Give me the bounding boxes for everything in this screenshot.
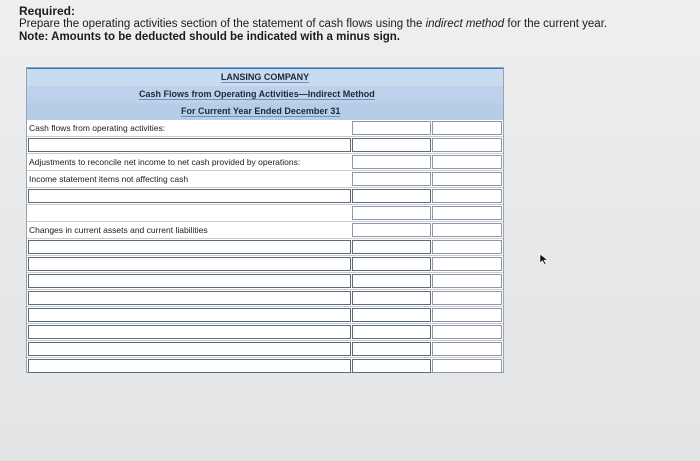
total-cell[interactable]: [432, 121, 502, 135]
changes-label: Changes in current assets and current liabilities: [29, 225, 208, 235]
total-input[interactable]: [432, 274, 502, 288]
row-noncash-label: [27, 171, 503, 188]
description-input[interactable]: [28, 274, 351, 288]
total-input[interactable]: [432, 325, 502, 339]
amount-input[interactable]: [352, 240, 431, 254]
row-operating-label: [27, 120, 503, 137]
row-change-input: [27, 290, 503, 307]
company-name-text: LANSING COMPANY: [220, 72, 310, 82]
amount-cell[interactable]: [352, 172, 431, 186]
amount-cell[interactable]: [352, 223, 431, 237]
description-input[interactable]: [28, 138, 351, 152]
row-change-input: [27, 341, 503, 358]
amount-input[interactable]: [352, 274, 431, 288]
description-input[interactable]: [28, 342, 351, 356]
total-input[interactable]: [432, 189, 502, 203]
total-cell[interactable]: [432, 223, 502, 237]
row-blank: [27, 205, 503, 222]
operating-activities-label: Cash flows from operating activities:: [29, 123, 166, 133]
description-input[interactable]: [28, 257, 351, 271]
total-input[interactable]: [432, 240, 502, 254]
required-text-part1: Prepare the operating activities section of the statement of cash flows using the: [19, 18, 426, 30]
amount-cell[interactable]: [352, 206, 431, 220]
amount-input[interactable]: [352, 291, 431, 305]
amount-input[interactable]: [352, 138, 431, 152]
amount-cell[interactable]: [352, 121, 431, 135]
amount-input[interactable]: [352, 359, 431, 373]
note-text: Note: Amounts to be deducted should be indicated with a minus sign.: [19, 31, 401, 43]
description-input[interactable]: [28, 189, 351, 203]
total-cell[interactable]: [432, 155, 502, 169]
amount-input[interactable]: [352, 257, 431, 271]
required-text-part2: for the current year.: [504, 18, 608, 30]
total-input[interactable]: [432, 308, 502, 322]
required-heading: Required:: [19, 4, 76, 18]
adjustments-label: Adjustments to reconcile net income to net cash provided by operations:: [29, 157, 301, 167]
description-input[interactable]: [28, 308, 351, 322]
statement-title: [27, 86, 503, 103]
total-input[interactable]: [432, 291, 502, 305]
row-noncash-input: [27, 188, 503, 205]
amount-input[interactable]: [352, 342, 431, 356]
total-input[interactable]: [432, 359, 502, 373]
statement-period-text: For Current Year Ended December 31: [181, 106, 341, 116]
statement-header: [27, 68, 503, 120]
company-name: [27, 69, 503, 86]
row-adjustments-label: [27, 154, 503, 171]
mouse-pointer-icon: [539, 253, 549, 265]
description-input[interactable]: [28, 359, 351, 373]
description-input[interactable]: [28, 240, 351, 254]
instructions: [19, 4, 689, 44]
row-net-cash-input: [27, 358, 503, 375]
statement-title-text: Cash Flows from Operating Activities—Indirect Method: [139, 89, 375, 99]
row-change-input: [27, 239, 503, 256]
row-change-input: [27, 324, 503, 341]
total-cell[interactable]: [432, 206, 502, 220]
row-change-input: [27, 256, 503, 273]
description-input[interactable]: [28, 291, 351, 305]
row-change-input: [27, 273, 503, 290]
total-cell[interactable]: [432, 172, 502, 186]
amount-input[interactable]: [352, 325, 431, 339]
row-net-income: [27, 137, 503, 154]
amount-cell[interactable]: [352, 155, 431, 169]
amount-input[interactable]: [352, 308, 431, 322]
statement-period: [27, 103, 503, 120]
noncash-items-label: Income statement items not affecting cash: [29, 174, 189, 184]
total-input[interactable]: [432, 342, 502, 356]
row-change-input: [27, 307, 503, 324]
row-changes-label: [27, 222, 503, 239]
cash-flow-worksheet: [26, 67, 504, 373]
required-text: [19, 18, 689, 31]
required-text-italic: indirect method: [425, 18, 505, 30]
description-input[interactable]: [28, 325, 351, 339]
total-input[interactable]: [432, 138, 502, 152]
amount-input[interactable]: [352, 189, 431, 203]
total-input[interactable]: [432, 257, 502, 271]
